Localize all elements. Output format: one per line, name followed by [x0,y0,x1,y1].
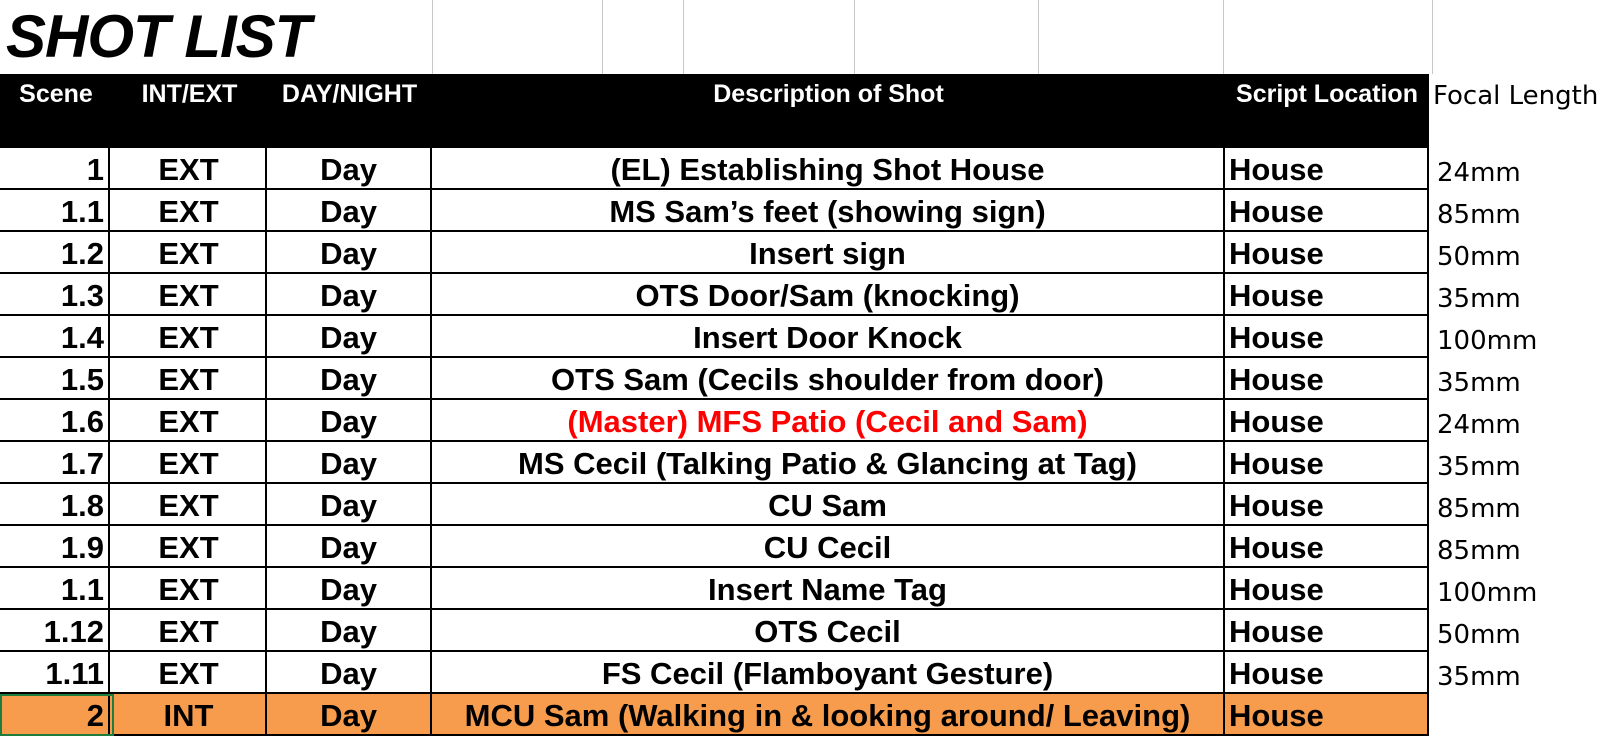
table-row [0,232,1429,274]
focal-length-cell[interactable]: 35mm [1437,452,1521,482]
scene-cell[interactable]: 1.7 [0,442,110,484]
int-ext-cell[interactable]: EXT [112,526,267,568]
grid-line [1038,0,1039,74]
grid-line [683,0,684,74]
column-header-script-location[interactable]: Script Location [1236,80,1418,108]
script-location-cell[interactable]: House [1225,442,1429,484]
int-ext-cell[interactable]: EXT [112,400,267,442]
day-night-cell[interactable]: Day [267,484,432,526]
column-header-focal-length[interactable]: Focal Length [1433,81,1599,111]
script-location-cell[interactable]: House [1225,652,1429,694]
focal-length-cell[interactable]: 24mm [1437,158,1521,188]
description-cell[interactable]: OTS Door/Sam (knocking) [432,274,1225,316]
description-cell[interactable]: CU Sam [432,484,1225,526]
int-ext-cell[interactable]: EXT [112,442,267,484]
description-cell[interactable]: (Master) MFS Patio (Cecil and Sam) [432,400,1225,442]
table-header [0,74,1429,148]
day-night-cell[interactable]: Day [267,274,432,316]
description-cell[interactable]: OTS Sam (Cecils shoulder from door) [432,358,1225,400]
int-ext-cell[interactable]: EXT [112,190,267,232]
int-ext-cell[interactable]: EXT [112,568,267,610]
grid-line [1432,0,1433,74]
script-location-cell[interactable]: House [1225,358,1429,400]
scene-cell[interactable]: 2 [0,694,110,736]
description-cell[interactable]: MS Sam’s feet (showing sign) [432,190,1225,232]
table-row [0,484,1429,526]
table-row [0,358,1429,400]
column-header-int-ext[interactable]: INT/EXT [141,80,238,108]
focal-length-cell[interactable]: 100mm [1437,326,1538,356]
column-header-description[interactable]: Description of Shot [713,80,944,108]
script-location-cell[interactable]: House [1225,232,1429,274]
table-row [0,400,1429,442]
cell-selection-outline [0,694,114,736]
table-row [0,274,1429,316]
description-cell[interactable]: CU Cecil [432,526,1225,568]
table-row [0,442,1429,484]
grid-line [1223,0,1224,74]
script-location-cell[interactable]: House [1225,484,1429,526]
description-cell[interactable]: OTS Cecil [432,610,1225,652]
description-cell[interactable]: (EL) Establishing Shot House [432,148,1225,190]
scene-cell[interactable]: 1.12 [0,610,110,652]
focal-length-cell[interactable]: 50mm [1437,242,1521,272]
day-night-cell[interactable]: Day [267,190,432,232]
int-ext-cell[interactable]: EXT [112,358,267,400]
scene-cell[interactable]: 1.3 [0,274,110,316]
day-night-cell[interactable]: Day [267,694,432,736]
day-night-cell[interactable]: Day [267,232,432,274]
scene-cell[interactable]: 1.11 [0,652,110,694]
focal-length-cell[interactable]: 35mm [1437,662,1521,692]
description-cell[interactable]: Insert Door Knock [432,316,1225,358]
script-location-cell[interactable]: House [1225,694,1429,736]
day-night-cell[interactable]: Day [267,610,432,652]
int-ext-cell[interactable]: EXT [112,274,267,316]
table-row [0,694,1429,736]
focal-length-cell[interactable]: 85mm [1437,200,1521,230]
script-location-cell[interactable]: House [1225,568,1429,610]
scene-cell[interactable]: 1.6 [0,400,110,442]
table-row [0,568,1429,610]
description-cell[interactable]: MS Cecil (Talking Patio & Glancing at Tag) [432,442,1225,484]
day-night-cell[interactable]: Day [267,316,432,358]
script-location-cell[interactable]: House [1225,610,1429,652]
day-night-cell[interactable]: Day [267,148,432,190]
table-row [0,610,1429,652]
int-ext-cell[interactable]: EXT [112,610,267,652]
int-ext-cell[interactable]: INT [112,694,267,736]
focal-length-cell[interactable]: 35mm [1437,368,1521,398]
focal-length-cell[interactable]: 85mm [1437,536,1521,566]
table-row [0,652,1429,694]
int-ext-cell[interactable]: EXT [112,232,267,274]
day-night-cell[interactable]: Day [267,358,432,400]
description-cell[interactable]: MCU Sam (Walking in & looking around/ Leaving) [432,694,1225,736]
table-row [0,316,1429,358]
day-night-cell[interactable]: Day [267,442,432,484]
scene-cell[interactable]: 1.4 [0,316,110,358]
scene-cell[interactable]: 1 [0,148,110,190]
script-location-cell[interactable]: House [1225,148,1429,190]
description-cell[interactable]: Insert sign [432,232,1225,274]
focal-length-cell[interactable]: 24mm [1437,410,1521,440]
table-row [0,526,1429,568]
script-location-cell[interactable]: House [1225,316,1429,358]
table-row [0,190,1429,232]
column-header-day-night[interactable]: DAY/NIGHT [281,80,418,108]
script-location-cell[interactable]: House [1225,400,1429,442]
script-location-cell[interactable]: House [1225,190,1429,232]
day-night-cell[interactable]: Day [267,526,432,568]
scene-cell[interactable]: 1.2 [0,232,110,274]
scene-cell[interactable]: 1.8 [0,484,110,526]
grid-line [602,0,603,74]
int-ext-cell[interactable]: EXT [112,316,267,358]
scene-cell[interactable]: 1.5 [0,358,110,400]
table-row [0,148,1429,190]
grid-line [432,0,433,74]
day-night-cell[interactable]: Day [267,652,432,694]
day-night-cell[interactable]: Day [267,568,432,610]
int-ext-cell[interactable]: EXT [112,484,267,526]
scene-cell[interactable]: 1.9 [0,526,110,568]
scene-cell[interactable]: 1.1 [0,190,110,232]
description-cell[interactable]: FS Cecil (Flamboyant Gesture) [432,652,1225,694]
int-ext-cell[interactable]: EXT [112,148,267,190]
day-night-cell[interactable]: Day [267,400,432,442]
focal-length-cell[interactable]: 50mm [1437,620,1521,650]
description-cell[interactable]: Insert Name Tag [432,568,1225,610]
focal-length-cell[interactable]: 100mm [1437,578,1538,608]
grid-line [854,0,855,74]
focal-length-cell[interactable]: 85mm [1437,494,1521,524]
sheet-title: SHOT LIST [6,3,311,70]
script-location-cell[interactable]: House [1225,526,1429,568]
focal-length-cell[interactable]: 35mm [1437,284,1521,314]
scene-cell[interactable]: 1.1 [0,568,110,610]
column-header-scene[interactable]: Scene [19,80,93,108]
script-location-cell[interactable]: House [1225,274,1429,316]
int-ext-cell[interactable]: EXT [112,652,267,694]
